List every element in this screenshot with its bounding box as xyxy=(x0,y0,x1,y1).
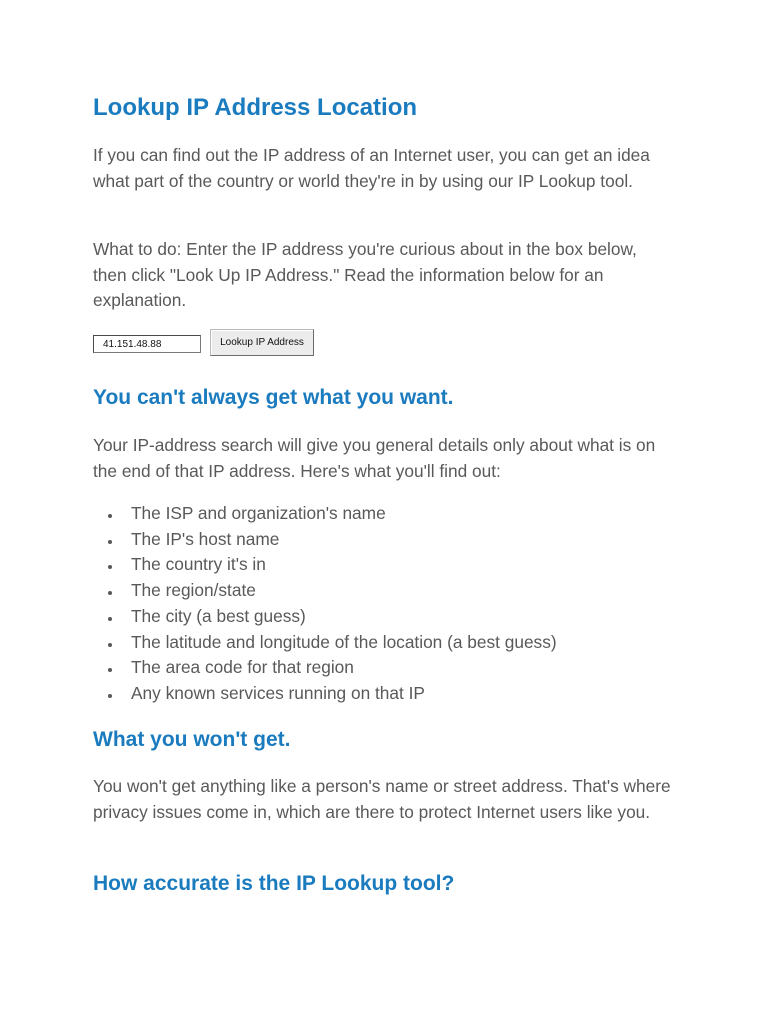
instructions-paragraph: What to do: Enter the IP address you're curious about in the box below, then click "Look Up IP Address." Read the information below for an explanation. xyxy=(93,239,637,311)
section-heading-want: You can't always get what you want. xyxy=(93,386,454,409)
ip-address-input[interactable] xyxy=(93,335,201,353)
section-want-paragraph: Your IP-address search will give you general details only about what is on the end of that IP address. Here's what you'll find out: xyxy=(93,435,656,481)
list-item: The country it's in xyxy=(93,552,557,578)
list-item: The area code for that region xyxy=(93,655,557,681)
list-item: The ISP and organization's name xyxy=(93,501,557,527)
list-item: The city (a best guess) xyxy=(93,604,557,630)
lookup-ip-address-button[interactable]: Lookup IP Address xyxy=(210,329,314,356)
page-title: Lookup IP Address Location xyxy=(93,94,418,121)
list-item: The region/state xyxy=(93,578,557,604)
list-item: The latitude and longitude of the location (a best guess) xyxy=(93,630,557,656)
section-heading-accuracy: How accurate is the IP Lookup tool? xyxy=(93,872,455,895)
lookup-details-list xyxy=(93,501,557,707)
list-item: Any known services running on that IP xyxy=(93,681,557,707)
intro-paragraph: If you can find out the IP address of an Internet user, you can get an idea what part of the country or world they're in by using our IP Lookup tool. xyxy=(93,145,650,191)
section-wont-paragraph: You won't get anything like a person's name or street address. That's where privacy issues come in, which are there to protect Internet users like you. xyxy=(93,776,671,822)
list-item: The IP's host name xyxy=(93,527,557,553)
section-heading-wont: What you won't get. xyxy=(93,728,291,751)
